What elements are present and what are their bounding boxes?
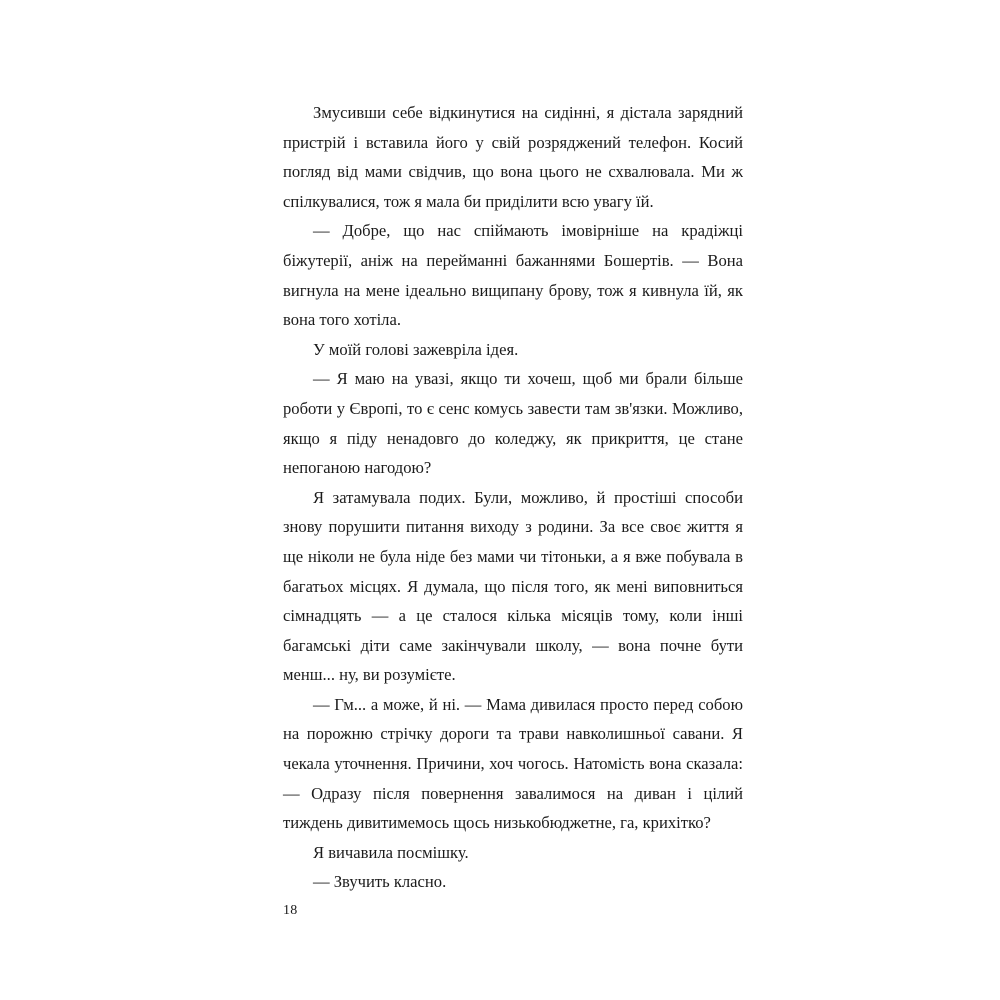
paragraph: Я затамувала подих. Були, можливо, й простіші способи знову порушити питання виходу з родини. За все своє життя я ще ніколи не була ніде без мами чи тітоньки, а я вже побувала в багатьох місцях. Я думала, що після того, як мені виповниться сімнадцять — а це сталося кілька місяців тому, коли інші багамські діти саме закінчували школу, — вона почне бути менш... ну, ви розумієте.	[283, 487, 743, 685]
paragraph: — Звучить класно.	[313, 872, 447, 892]
paragraph: Я вичавила посмішку.	[313, 842, 469, 862]
paragraph: У моїй голові зажевріла ідея.	[313, 339, 519, 359]
paragraph: Змусивши себе відкинутися на сидінні, я дістала зарядний пристрій і вставила його у свій розряджений телефон. Косий погляд від мами свідчив, що вона цього не схвалювала. Ми ж спілкувалися, тож я мала би приділити всю увагу їй.	[283, 103, 743, 211]
page-number: 18	[283, 903, 298, 918]
body-text-column	[283, 98, 743, 897]
paragraph: — Добре, що нас спіймають імовірніше на крадіжці біжутерії, аніж на перейманні бажаннями Бошертів. — Вона вигнула на мене ідеально вищипану брову, тож я кивнула їй, як вона того хотіла.	[283, 221, 743, 330]
paragraph: — Гм... а може, й ні. — Мама дивилася просто перед собою на порожню стрічку дороги та трави навколишньої савани. Я чекала уточнення. Причини, хоч чогось. Натомість вона сказала: — Одразу після повернення завалимося на диван і цілий тиждень дивитимемось щось низькобюджетне, га, крихітко?	[283, 694, 743, 833]
paragraph: — Я маю на увазі, якщо ти хочеш, щоб ми брали більше роботи у Європі, то є сенс комусь завести там зв'язки. Можливо, якщо я піду ненадовго до коледжу, як прикриття, це стане непоганою нагодою?	[283, 369, 743, 478]
